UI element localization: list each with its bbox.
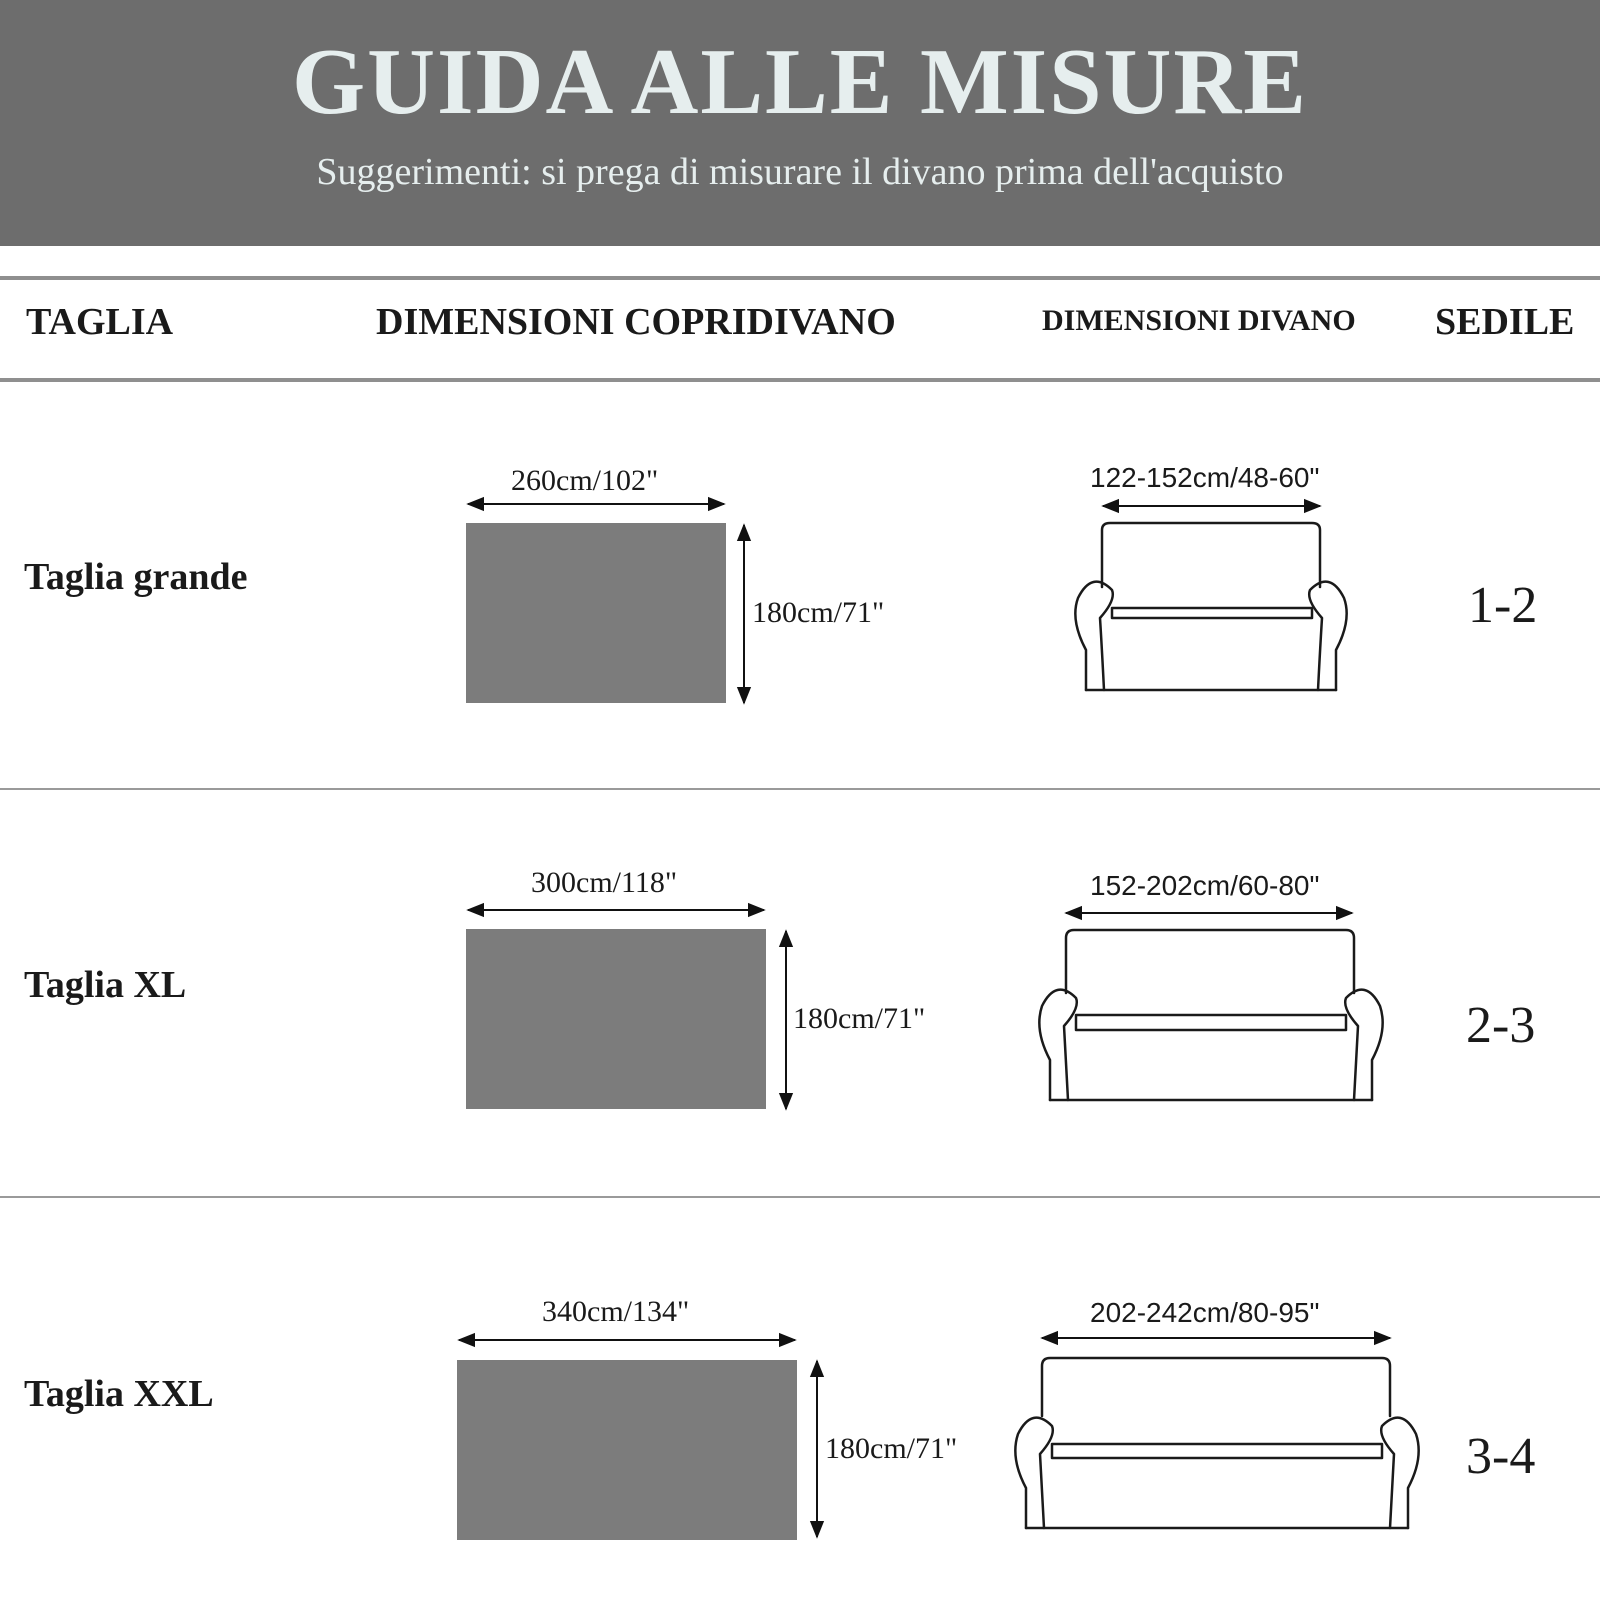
cover-width-label: 340cm/134" <box>542 1295 690 1328</box>
cover-height-label: 180cm/71" <box>752 596 885 629</box>
size-label-large: Taglia grande <box>24 556 248 598</box>
column-header-size: TAGLIA <box>26 301 174 343</box>
sofa-icon <box>1015 1358 1418 1528</box>
size-label-xxl: Taglia XXL <box>24 1373 214 1415</box>
sofa-width-label: 122-152cm/48-60" <box>1090 462 1320 493</box>
page-title: GUIDA ALLE MISURE <box>292 30 1308 134</box>
cover-height-label: 180cm/71" <box>793 1002 926 1035</box>
column-header-seats: SEDILE <box>1435 301 1575 343</box>
size-label-xl: Taglia XL <box>24 964 187 1006</box>
seat-count: 3-4 <box>1466 1428 1536 1485</box>
seat-count: 1-2 <box>1468 577 1538 634</box>
sofa-icon <box>1039 930 1382 1100</box>
column-header-cover: DIMENSIONI COPRIDIVANO <box>376 301 896 343</box>
sofa-icon <box>1075 523 1346 690</box>
cover-width-label: 300cm/118" <box>531 866 678 899</box>
cover-height-label: 180cm/71" <box>825 1432 958 1465</box>
seat-count: 2-3 <box>1466 997 1536 1054</box>
cover-width-label: 260cm/102" <box>511 464 659 497</box>
column-header-sofa: DIMENSIONI DIVANO <box>1042 304 1356 337</box>
sofa-width-label: 152-202cm/60-80" <box>1090 870 1320 901</box>
page-subtitle: Suggerimenti: si prega di misurare il divano prima dell'acquisto <box>316 151 1284 193</box>
sofa-width-label: 202-242cm/80-95" <box>1090 1297 1320 1328</box>
